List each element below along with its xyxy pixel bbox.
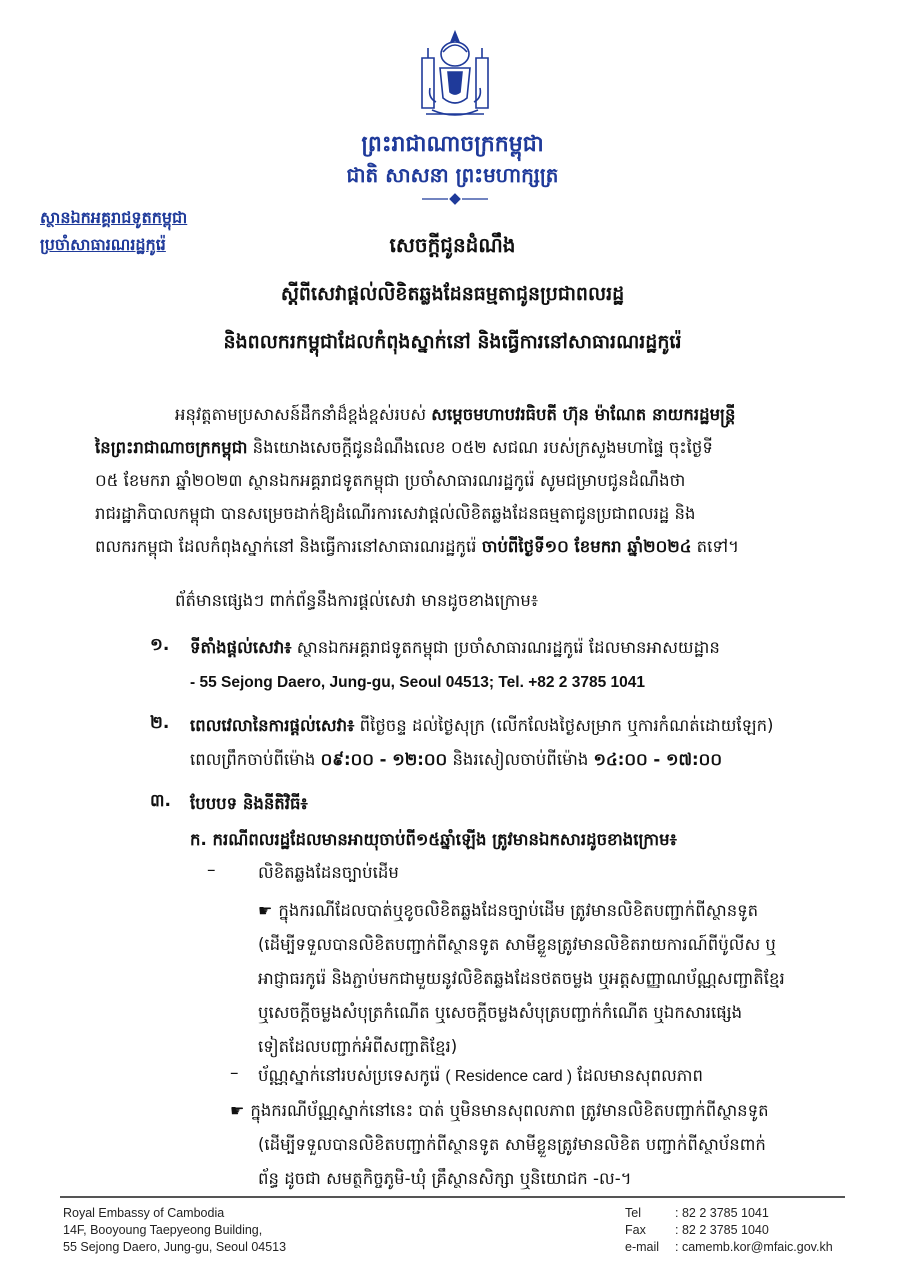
embassy-name-line2: ប្រចាំសាធារណរដ្ឋកូរ៉េ xyxy=(40,235,166,254)
email-value: : camemb.kor@mfaic.gov.kh xyxy=(675,1240,833,1254)
info-intro: ព័ត៌មានផ្សេងៗ ពាក់ព័ន្ធនឹងការផ្តល់សេវា មានដូចខាងក្រោម៖ xyxy=(175,591,539,610)
requirement2-line2: (ដើម្បីទទួលបានលិខិតបញ្ជាក់ពីស្ថានទូត សាមីខ្លួនត្រូវមានលិខិត បញ្ជាក់ពីស្ថាប័នពាក់ xyxy=(258,1135,766,1154)
prime-minister-name: សម្តេចមហាបវរធិបតី ហ៊ុន ម៉ាណែត នាយករដ្ឋមន្ត្រី xyxy=(431,405,736,424)
intro-line1 xyxy=(175,397,735,432)
footer-divider xyxy=(60,1196,845,1198)
pointing-hand-icon: ☛ xyxy=(230,1101,245,1120)
ornament-divider-icon xyxy=(420,192,490,206)
kingdom-name: នៃព្រះរាជាណាចក្រកម្ពុជា xyxy=(95,438,248,457)
pointing-hand-icon: ☛ xyxy=(258,901,273,920)
national-motto: ជាតិ សាសនា ព្រះមហាក្សត្រ xyxy=(346,163,559,187)
intro-line2 xyxy=(95,430,713,465)
item1-label: ទីតាំងផ្តល់សេវា៖ xyxy=(190,638,292,657)
bullet-dash: – xyxy=(230,1063,239,1083)
item2-text: ពីថ្ងៃចន្ទ ដល់ថ្ងៃសុក្រ (លើកលែងថ្ងៃសម្រាក ឬការកំណត់ដោយឡែក) xyxy=(354,716,774,735)
item2-label: ពេលវេលានៃការផ្តល់សេវា៖ xyxy=(190,716,355,735)
requirement2-line3: ព័ន្ធ ដូចជា សមត្ថកិច្ចភូមិ-ឃុំ គ្រឹស្ថានសិក្សា ឬនិយោជក -ល-។ xyxy=(258,1169,632,1188)
service-hours xyxy=(190,742,722,777)
morning-hours: ០៩:០០ - ១២:០០ xyxy=(320,750,448,769)
item1-number: ១. xyxy=(150,635,170,655)
requirement1-line1 xyxy=(258,893,758,928)
hours-text: ពេលព្រឹកចាប់ពីម៉ោង xyxy=(190,750,321,769)
intro-line3: ០៥ ខែមករា ឆ្នាំ២០២៣ ស្ថានឯកអគ្គរាជទូតកម្ពុជា ប្រចាំសាធារណរដ្ឋកូរ៉េ សូមជម្រាបជូនដំណឹងថា xyxy=(95,471,686,490)
requirement1-line4: ឬសេចក្តីចម្លងសំបុត្រកំណើត ឬសេចក្តីចម្លងសំបុត្របញ្ជាក់កំណើត ឬឯកសារផ្សេង xyxy=(258,1003,743,1022)
email-label: e-mail xyxy=(625,1240,660,1254)
item3-label: បែបបទ និងនីតិវិធី៖ xyxy=(190,794,308,813)
requirement2-text: ក្នុងករណីប័ណ្ណស្នាក់នៅនេះ បាត់ ឬមិនមានសុពលភាព ត្រូវមានលិខិតបញ្ជាក់ពីស្ថានទូត xyxy=(250,1101,769,1120)
intro-line4: រាជរដ្ឋាភិបាលកម្ពុជា បានសម្រេចដាក់ឱ្យដំណើរការសេវាផ្តល់លិខិតឆ្លងដែនធម្មតាជូនប្រជាពលរដ្ឋ និង xyxy=(95,504,696,523)
tel-label: Tel xyxy=(625,1206,641,1220)
afternoon-hours: ១៤:០០ - ១៧:០០ xyxy=(593,750,723,769)
document-subtitle-line2: និងពលករកម្ពុជាដែលកំពុងស្នាក់នៅ និងធ្វើការនៅសាធារណរដ្ឋកូរ៉េ xyxy=(223,331,682,353)
requirement2-title xyxy=(258,1058,703,1094)
document-subtitle-line1: ស្តីពីសេវាផ្តល់លិខិតឆ្លងដែនធម្មតាជូនប្រជាពលរដ្ឋ xyxy=(280,283,625,305)
intro-text: អនុវត្តតាមប្រសាសន៍ដឹកនាំដ៏ខ្ពង់ខ្ពស់របស់ xyxy=(175,405,432,424)
item1-text: ស្ថានឯកអគ្គរាជទូតកម្ពុជា ប្រចាំសាធារណរដ្ឋកូរ៉េ ដែលមានអាសយដ្ឋាន xyxy=(291,638,720,657)
intro-text: និងយោងសេចក្តីជូនដំណឹងលេខ ០៥២ សជណ របស់ក្រសួងមហាផ្ទៃ ចុះថ្ងៃទី xyxy=(247,438,713,457)
fax-label: Fax xyxy=(625,1223,646,1237)
bullet-dash: – xyxy=(207,860,216,880)
item3-number: ៣. xyxy=(150,791,171,811)
fax-value: : 82 2 3785 1040 xyxy=(675,1223,769,1237)
item2-line xyxy=(190,708,773,743)
hours-text: និងរសៀលចាប់ពីម៉ោង xyxy=(447,750,594,769)
embassy-name-line1: ស្ថានឯកអគ្គរាជទូតកម្ពុជា xyxy=(40,208,188,227)
kingdom-heading: ព្រះរាជាណាចក្រកម្ពុជា xyxy=(361,132,544,157)
requirement1-line5: ទៀតដែលបញ្ជាក់អំពីសញ្ជាតិខ្មែរ) xyxy=(258,1037,458,1056)
item1-line xyxy=(190,630,720,665)
intro-text: តទៅ។ xyxy=(691,537,739,556)
requirement1-line3: អាជ្ញាធរកូរ៉េ និងភ្ជាប់មកជាមួយនូវលិខិតឆ្លងដែនថតចម្លង ឬអត្តសញ្ញាណប័ណ្ណសញ្ជាតិខ្មែរ xyxy=(258,969,785,988)
requirement2-line1 xyxy=(230,1093,769,1128)
requirement1-line2: (ដើម្បីទទួលបានលិខិតបញ្ជាក់ពីស្ថានទូត សាមីខ្លួនត្រូវមានលិខិតរាយការណ៍ពីប៉ូលីស ឬ xyxy=(258,935,776,954)
item2-number: ២. xyxy=(150,713,170,733)
footer-address xyxy=(63,1205,286,1256)
footer-building: 14F, Booyoung Taepyeong Building, xyxy=(63,1223,263,1237)
requirement2-text: ប័ណ្ណស្នាក់នៅរបស់ប្រទេសកូរ៉េ xyxy=(258,1066,446,1085)
footer-contact xyxy=(625,1205,833,1256)
requirement1-title: លិខិតឆ្លងដែនច្បាប់ដើម xyxy=(258,863,399,882)
service-start-date: ចាប់ពីថ្ងៃទី១០ ខែមករា ឆ្នាំ២០២៤ xyxy=(481,537,692,556)
requirement1-text: ក្នុងករណីដែលបាត់ឬខូចលិខិតឆ្លងដែនច្បាប់ដើម ត្រូវមានលិខិតបញ្ជាក់ពីស្ថានទូត xyxy=(278,901,759,920)
residence-card-label: ( Residence card ) xyxy=(445,1068,573,1085)
intro-text: ពលករកម្ពុជា ដែលកំពុងស្នាក់នៅ និងធ្វើការនៅសាធារណរដ្ឋកូរ៉េ xyxy=(95,537,482,556)
footer-embassy-name: Royal Embassy of Cambodia xyxy=(63,1206,225,1220)
tel-value: : 82 2 3785 1041 xyxy=(675,1206,769,1220)
document-title: សេចក្តីជូនដំណឹង xyxy=(389,233,516,257)
footer-street: 55 Sejong Daero, Jung-gu, Seoul 04513 xyxy=(63,1240,287,1254)
royal-coat-of-arms-icon xyxy=(412,28,498,124)
requirement2-text: ដែលមានសុពលភាព xyxy=(572,1066,703,1085)
embassy-address: - 55 Sejong Daero, Jung-gu, Seoul 04513; Tel. +82 2 3785 1041 xyxy=(190,674,646,691)
intro-line5 xyxy=(95,529,739,564)
item3-subsection-a: ក. ករណីពលរដ្ឋដែលមានអាយុចាប់ពី១៥ឆ្នាំឡើង ត្រូវមានឯកសារដូចខាងក្រោម៖ xyxy=(190,830,677,849)
